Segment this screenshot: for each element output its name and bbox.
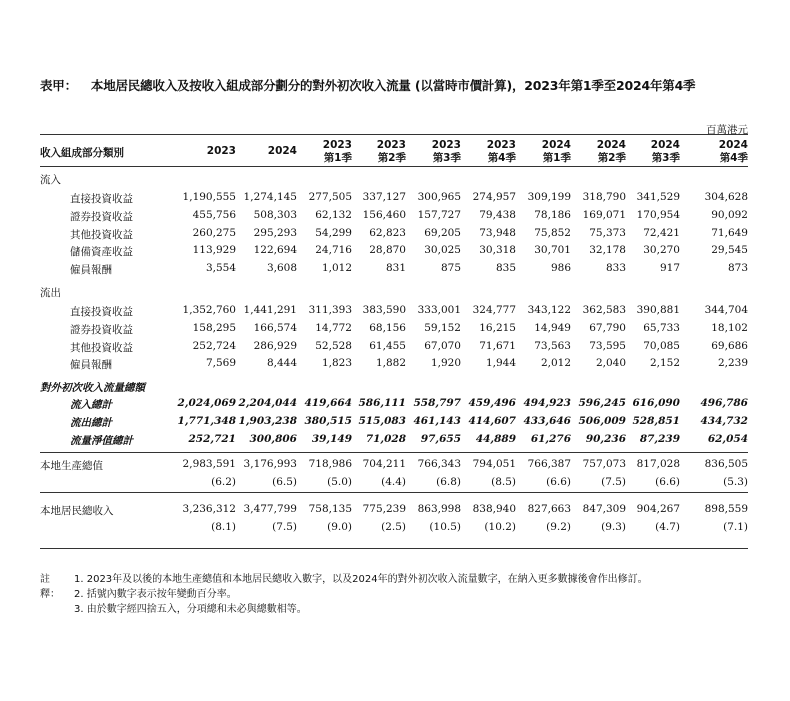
cell-value: 71,028 (365, 433, 406, 445)
cell-value: (6.2) (211, 476, 236, 488)
cell-value: 459,496 (468, 397, 516, 409)
cell-value: 274,957 (472, 191, 516, 203)
cell-value: 1,882 (375, 357, 406, 370)
row-label: 本地居民總收入 (40, 505, 114, 517)
cell-value: 1,920 (430, 357, 461, 370)
cell-value: 898,559 (704, 503, 748, 515)
cell-value: 1,903,238 (238, 415, 297, 427)
table-row (40, 458, 748, 475)
cell-value: 69,205 (424, 226, 461, 239)
cell-value: 73,563 (534, 339, 571, 352)
cell-value: 2,152 (649, 357, 680, 370)
note-item: 2. 括號內數字表示按年變動百分率。 (74, 589, 237, 600)
cell-value: 260,275 (192, 226, 236, 239)
cell-value: 414,607 (468, 415, 516, 427)
mid-rule-2 (40, 492, 748, 493)
bottom-rule (40, 548, 748, 549)
cell-value: 390,881 (636, 304, 680, 316)
cell-value: 32,178 (589, 244, 626, 257)
table-title (40, 76, 695, 94)
cell-value: 65,733 (643, 321, 680, 334)
cell-value: 311,393 (308, 304, 352, 316)
cell-value: 29,545 (711, 244, 748, 257)
row-label: 本地生產總值 (40, 460, 103, 472)
header-rule (40, 166, 748, 167)
cell-value: 455,756 (192, 208, 236, 221)
row-label: 證券投資收益 (70, 210, 133, 223)
cell-value: 252,724 (192, 339, 236, 352)
cell-value: 775,239 (362, 503, 406, 515)
cell-value: (6.6) (546, 476, 571, 488)
cell-value: 1,771,348 (177, 415, 236, 427)
cell-value: (8.5) (491, 476, 516, 488)
cell-value: 2,204,044 (238, 397, 297, 409)
cell-value: 252,721 (188, 433, 236, 445)
cell-value: (9.0) (327, 521, 352, 533)
row-label: 儲備資產收益 (70, 246, 133, 259)
cell-value: 113,929 (192, 244, 236, 257)
cell-value: (8.1) (211, 521, 236, 533)
cell-value: 16,215 (479, 321, 516, 334)
cell-value: 3,554 (205, 262, 236, 275)
cell-value: 586,111 (358, 397, 406, 409)
notes-label: 註釋： (40, 574, 60, 600)
cell-value: (2.5) (381, 521, 406, 533)
cell-value: (5.3) (723, 476, 748, 488)
table-row (40, 322, 748, 339)
cell-value: 515,083 (358, 415, 406, 427)
cell-value: 766,387 (527, 458, 571, 470)
cell-value: 875 (440, 262, 461, 275)
cell-value: 318,790 (582, 191, 626, 203)
cell-value: 71,671 (479, 339, 516, 352)
cell-value: 419,664 (304, 397, 352, 409)
note-item: 1. 2023年及以後的本地生產總值和本地居民總收入數字，以及2024年的對外初次收入流量數字，在納入更多數據後會作出修訂。 (74, 574, 648, 585)
cell-value: 704,211 (362, 458, 406, 470)
cell-value: (4.7) (655, 521, 680, 533)
title-text: 本地居民總收入及按收入組成部分劃分的對外初次收入流量 (以當時市價計算)，2023年第1季至2024年第4季 (90, 78, 696, 93)
cell-value: 90,236 (585, 433, 626, 445)
cell-value: 827,663 (527, 503, 571, 515)
row-label: 僱員報酬 (70, 359, 112, 372)
cell-value: 62,823 (369, 226, 406, 239)
cell-value: 52,528 (315, 339, 352, 352)
cell-value: 75,852 (534, 226, 571, 239)
cell-value: 904,267 (636, 503, 680, 515)
table-row (40, 191, 748, 208)
table-row (40, 357, 748, 374)
header-column: 2023 第4季 (486, 139, 516, 164)
cell-value: 833 (605, 262, 626, 275)
table-row (40, 433, 748, 450)
cell-value: 847,309 (582, 503, 626, 515)
cell-value: 170,954 (636, 208, 680, 221)
cell-value: 157,727 (417, 208, 461, 221)
top-rule (40, 134, 748, 135)
cell-value: 528,851 (632, 415, 680, 427)
cell-value: 18,102 (711, 321, 748, 334)
header-column: 2024 第4季 (718, 139, 748, 164)
cell-value: 343,122 (527, 304, 571, 316)
cell-value: (9.3) (601, 521, 626, 533)
notes-list (74, 572, 648, 617)
row-label: 流入總計 (70, 399, 112, 411)
cell-value: 506,009 (578, 415, 626, 427)
cell-value: 794,051 (472, 458, 516, 470)
cell-value: 362,583 (582, 304, 626, 316)
cell-value: 2,239 (717, 357, 748, 370)
title-label: 表甲： (40, 78, 77, 93)
cell-value: 14,949 (534, 321, 571, 334)
cell-value: 78,186 (534, 208, 571, 221)
cell-value: 2,012 (540, 357, 571, 370)
cell-value: 97,655 (420, 433, 461, 445)
cell-value: (7.5) (601, 476, 626, 488)
cell-value: 831 (385, 262, 406, 275)
note-item: 3. 由於數字經四捨五入，分項總和未必與總數相等。 (74, 604, 307, 615)
cell-value: 166,574 (253, 321, 297, 334)
cell-value: (6.8) (436, 476, 461, 488)
section-net: 對外初次收入流量總額 (40, 382, 145, 394)
section-outflow: 流出 (40, 287, 61, 299)
cell-value: 14,772 (315, 321, 352, 334)
cell-value: 309,199 (527, 191, 571, 203)
header-column: 2023 (206, 145, 236, 157)
cell-value: 494,923 (523, 397, 571, 409)
table-row (40, 503, 748, 520)
cell-value: 3,477,799 (243, 503, 297, 515)
mid-rule (40, 452, 748, 453)
cell-value: 68,156 (369, 321, 406, 334)
cell-value: 496,786 (700, 397, 748, 409)
cell-value: 758,135 (308, 503, 352, 515)
row-label: 直接投資收益 (70, 193, 133, 205)
table-row (40, 227, 748, 244)
cell-value: 62,054 (707, 433, 748, 445)
cell-value: (6.6) (655, 476, 680, 488)
cell-value: 1,352,760 (182, 304, 236, 316)
cell-value: 295,293 (253, 226, 297, 239)
cell-value: 44,889 (475, 433, 516, 445)
cell-value: 79,438 (479, 208, 516, 221)
cell-value: 67,790 (589, 321, 626, 334)
cell-value: (10.5) (429, 521, 461, 533)
cell-value: 835 (495, 262, 516, 275)
cell-value: 69,686 (711, 339, 748, 352)
header-column: 2024 第3季 (650, 139, 680, 164)
cell-value: (7.5) (272, 521, 297, 533)
table-row (40, 397, 748, 414)
cell-value: 596,245 (578, 397, 626, 409)
cell-value: 169,071 (582, 208, 626, 221)
cell-value: 3,236,312 (182, 503, 236, 515)
table-row (40, 415, 748, 432)
cell-value: 62,132 (315, 208, 352, 221)
cell-value: 1,012 (321, 262, 352, 275)
table-row (40, 476, 748, 493)
cell-value: 156,460 (362, 208, 406, 221)
cell-value: 1,944 (485, 357, 516, 370)
cell-value: (9.2) (546, 521, 571, 533)
cell-value: 61,276 (530, 433, 571, 445)
cell-value: 341,529 (636, 191, 680, 203)
row-label: 直接投資收益 (70, 306, 133, 318)
cell-value: 28,870 (369, 244, 406, 257)
cell-value: 54,299 (315, 226, 352, 239)
cell-value: 39,149 (311, 433, 352, 445)
cell-value: 72,421 (643, 226, 680, 239)
row-label: 流量淨值總計 (70, 435, 133, 447)
cell-value: 30,270 (643, 244, 680, 257)
cell-value: 434,732 (700, 415, 748, 427)
cell-value: 1,441,291 (243, 304, 297, 316)
cell-value: 3,608 (266, 262, 297, 275)
table-row (40, 262, 748, 279)
cell-value: 286,929 (253, 339, 297, 352)
cell-value: 558,797 (413, 397, 461, 409)
cell-value: 61,455 (369, 339, 406, 352)
cell-value: 8,444 (266, 357, 297, 370)
cell-value: 433,646 (523, 415, 571, 427)
cell-value: 2,024,069 (177, 397, 236, 409)
cell-value: (10.2) (484, 521, 516, 533)
row-label: 僱員報酬 (70, 264, 112, 277)
cell-value: 333,001 (417, 304, 461, 316)
cell-value: 718,986 (308, 458, 352, 470)
cell-value: 24,716 (315, 244, 352, 257)
cell-value: (7.1) (723, 521, 748, 533)
cell-value: 122,694 (253, 244, 297, 257)
cell-value: 1,190,555 (182, 191, 236, 203)
row-label: 證券投資收益 (70, 323, 133, 336)
cell-value: 59,152 (424, 321, 461, 334)
cell-value: 1,823 (321, 357, 352, 370)
cell-value: 2,983,591 (182, 458, 236, 470)
cell-value: 917 (659, 262, 680, 275)
cell-value: 30,318 (479, 244, 516, 257)
cell-value: 344,704 (704, 304, 748, 316)
header-column: 2024 (267, 145, 297, 157)
section-inflow: 流入 (40, 174, 61, 186)
cell-value: (5.0) (327, 476, 352, 488)
header-column: 2023 第2季 (376, 139, 406, 164)
cell-value: (6.5) (272, 476, 297, 488)
cell-value: 838,940 (472, 503, 516, 515)
row-label: 流出總計 (70, 417, 112, 429)
table-row (40, 340, 748, 357)
row-label: 其他投資收益 (70, 341, 133, 354)
cell-value: 757,073 (582, 458, 626, 470)
cell-value: 508,303 (253, 208, 297, 221)
cell-value: 461,143 (413, 415, 461, 427)
cell-value: 87,239 (639, 433, 680, 445)
table-row (40, 521, 748, 538)
cell-value: 766,343 (417, 458, 461, 470)
row-label: 其他投資收益 (70, 228, 133, 241)
table-row (40, 244, 748, 261)
cell-value: (4.4) (381, 476, 406, 488)
cell-value: 817,028 (636, 458, 680, 470)
cell-value: 304,628 (704, 191, 748, 203)
cell-value: 70,085 (643, 339, 680, 352)
cell-value: 7,569 (205, 357, 236, 370)
header-column: 2024 第1季 (541, 139, 571, 164)
cell-value: 3,176,993 (243, 458, 297, 470)
cell-value: 75,373 (589, 226, 626, 239)
cell-value: 277,505 (308, 191, 352, 203)
cell-value: 73,948 (479, 226, 516, 239)
header-column: 2023 第1季 (322, 139, 352, 164)
cell-value: 337,127 (362, 191, 406, 203)
cell-value: 836,505 (704, 458, 748, 470)
header-column: 2024 第2季 (596, 139, 626, 164)
table-row (40, 209, 748, 226)
cell-value: 863,998 (417, 503, 461, 515)
cell-value: 986 (550, 262, 571, 275)
table-row (40, 304, 748, 321)
cell-value: 71,649 (711, 226, 748, 239)
header-category-label: 收入組成部分類別 (40, 147, 124, 159)
cell-value: 873 (727, 262, 748, 275)
cell-value: 67,070 (424, 339, 461, 352)
cell-value: 90,092 (711, 208, 748, 221)
cell-value: 158,295 (192, 321, 236, 334)
cell-value: 380,515 (304, 415, 352, 427)
unit-label: 百萬港元 (706, 124, 748, 136)
cell-value: 73,595 (589, 339, 626, 352)
cell-value: 300,965 (417, 191, 461, 203)
cell-value: 30,025 (424, 244, 461, 257)
cell-value: 324,777 (472, 304, 516, 316)
cell-value: 1,274,145 (243, 191, 297, 203)
cell-value: 2,040 (595, 357, 626, 370)
cell-value: 616,090 (632, 397, 680, 409)
cell-value: 300,806 (249, 433, 297, 445)
cell-value: 30,701 (534, 244, 571, 257)
cell-value: 383,590 (362, 304, 406, 316)
header-column: 2023 第3季 (431, 139, 461, 164)
